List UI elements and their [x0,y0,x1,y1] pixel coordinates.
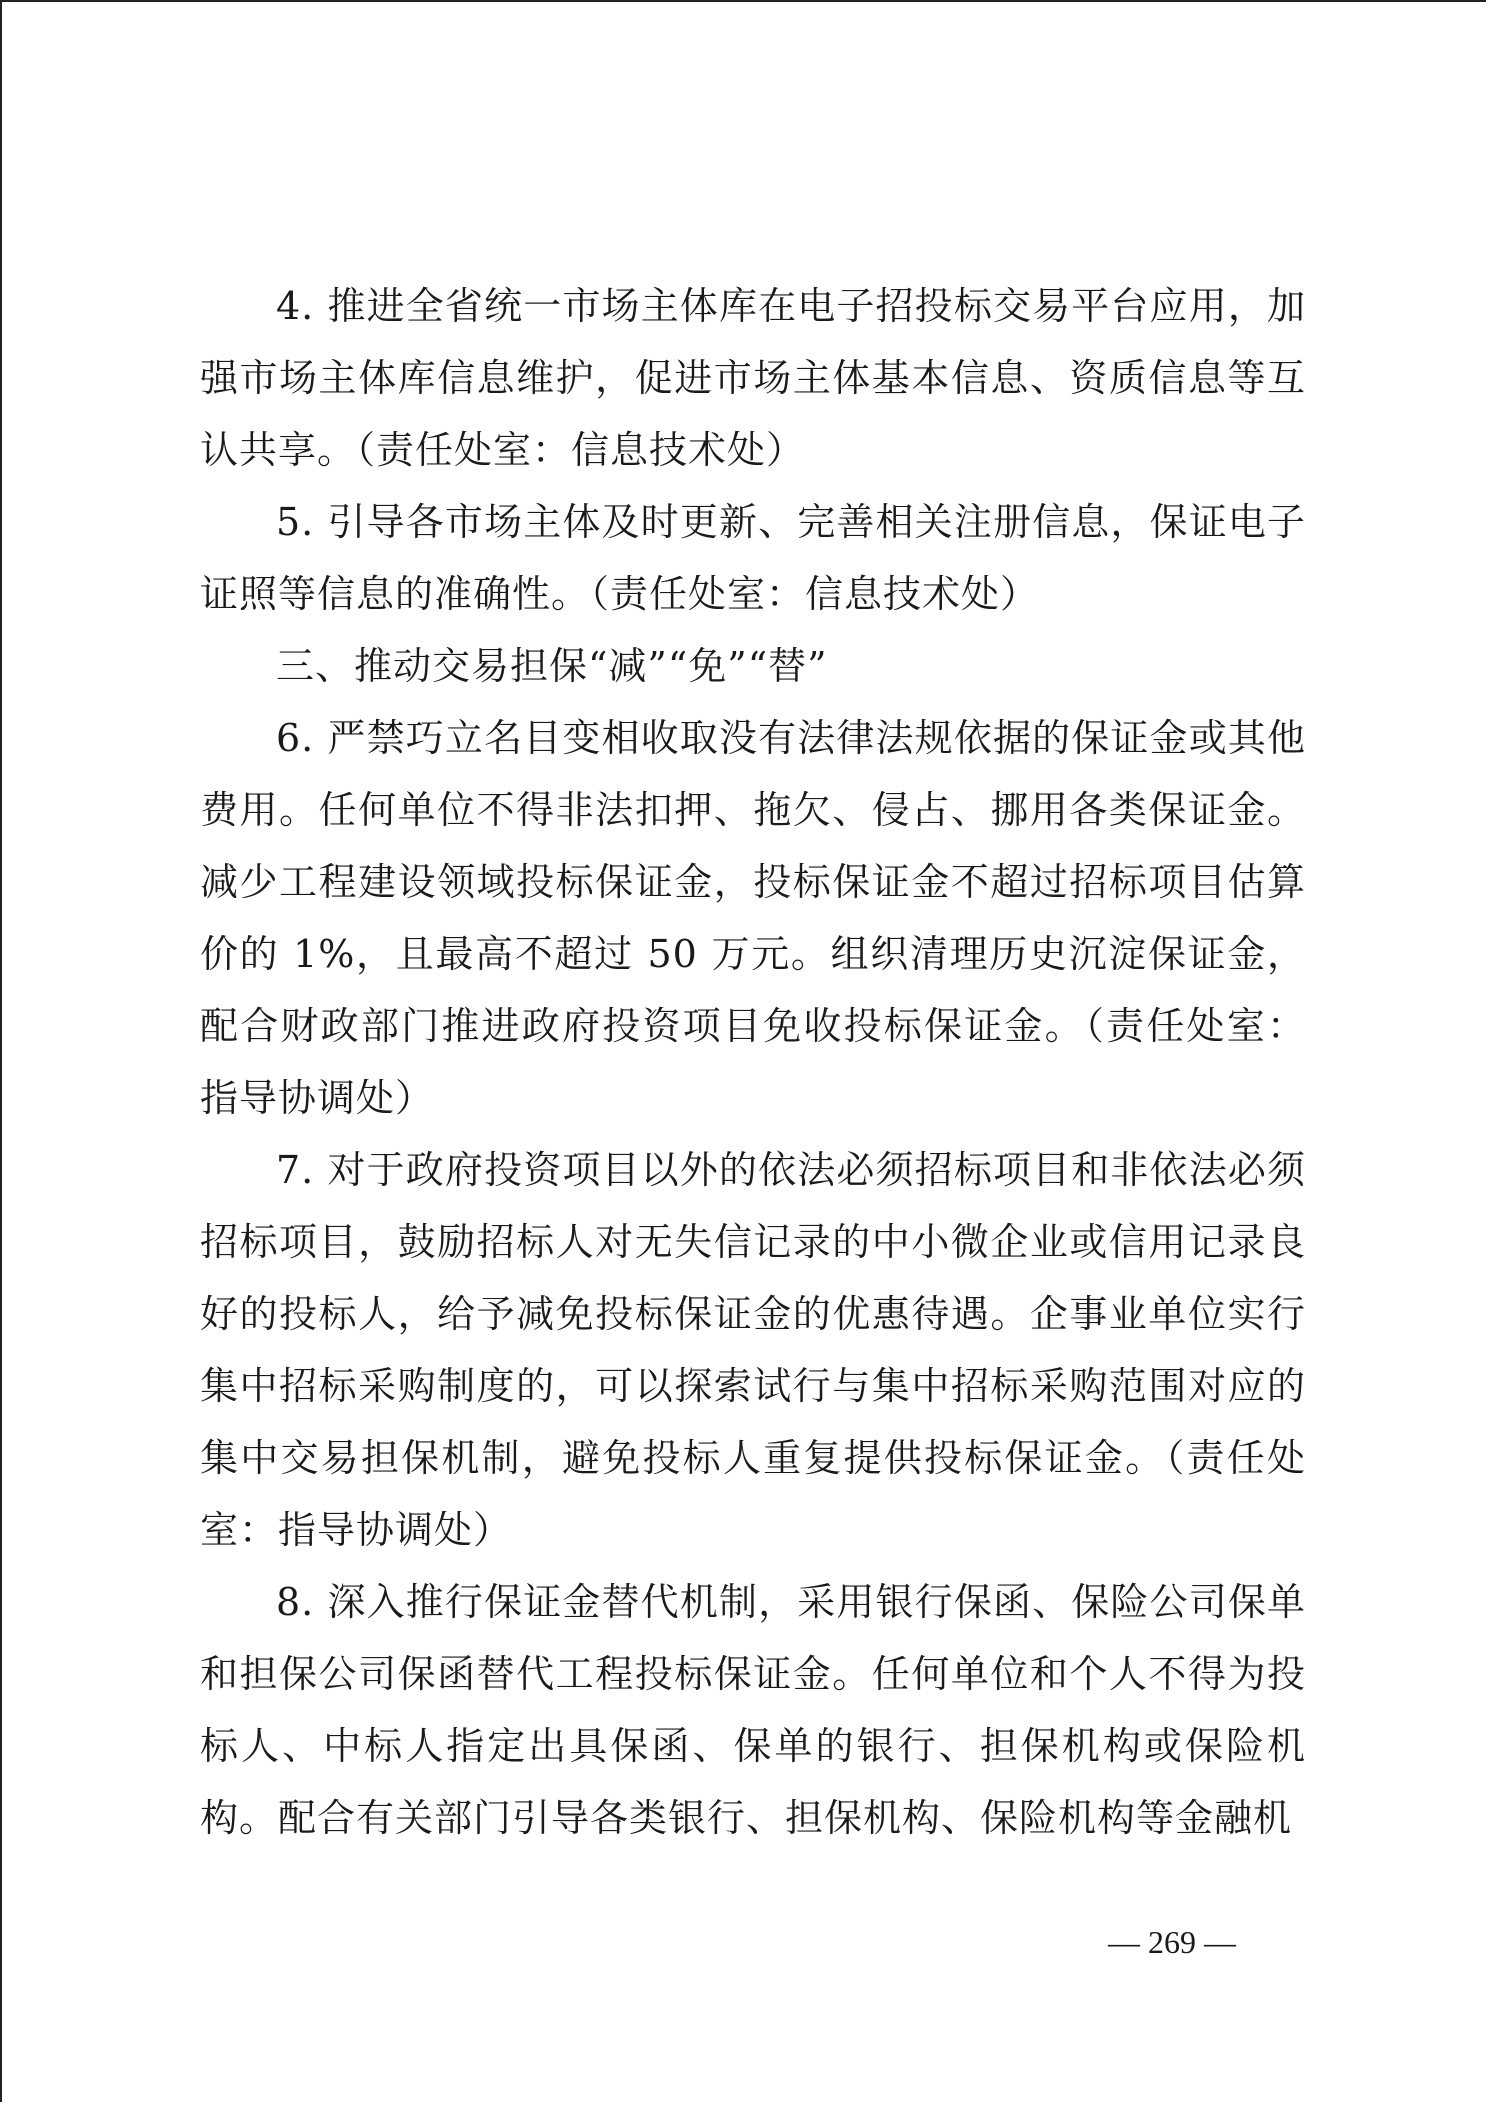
paragraph-item-8: 8. 深入推行保证金替代机制，采用银行保函、保险公司保单和担保公司保函替代工程投标保证金。任何单位和个人不得为投标人、中标人指定出具保函、保单的银行、担保机构或保险机构。配合有关部门引导各类银行、担保机构、保险机构等金融机 [200,1580,1306,1840]
page-number: — 269 — [1108,1924,1236,1960]
paragraph-item-6: 6. 严禁巧立名目变相收取没有法律法规依据的保证金或其他费用。任何单位不得非法扣押、拖欠、侵占、挪用各类保证金。减少工程建设领域投标保证金，投标保证金不超过招标项目估算价的 1%，且最高不超过 50 万元。组织清理历史沉淀保证金，配合财政部门推进政府投资项目免收投标保证金。（责任处室：指导协调处） [200,716,1306,1120]
paragraph-item-4: 4. 推进全省统一市场主体库在电子招投标交易平台应用，加强市场主体库信息维护，促进市场主体基本信息、资质信息等互认共享。（责任处室：信息技术处） [200,284,1306,472]
paragraph-item-5: 5. 引导各市场主体及时更新、完善相关注册信息，保证电子证照等信息的准确性。（责任处室：信息技术处） [200,500,1306,616]
section-heading-3: 三、推动交易担保“减”“免”“替” [276,644,828,688]
document-body [200,270,1306,1854]
paragraph-item-7: 7. 对于政府投资项目以外的依法必须招标项目和非依法必须招标项目，鼓励招标人对无失信记录的中小微企业或信用记录良好的投标人，给予减免投标保证金的优惠待遇。企事业单位实行集中招标采购制度的，可以探索试行与集中招标采购范围对应的集中交易担保机制，避免投标人重复提供投标保证金。（责任处室：指导协调处） [200,1148,1306,1552]
